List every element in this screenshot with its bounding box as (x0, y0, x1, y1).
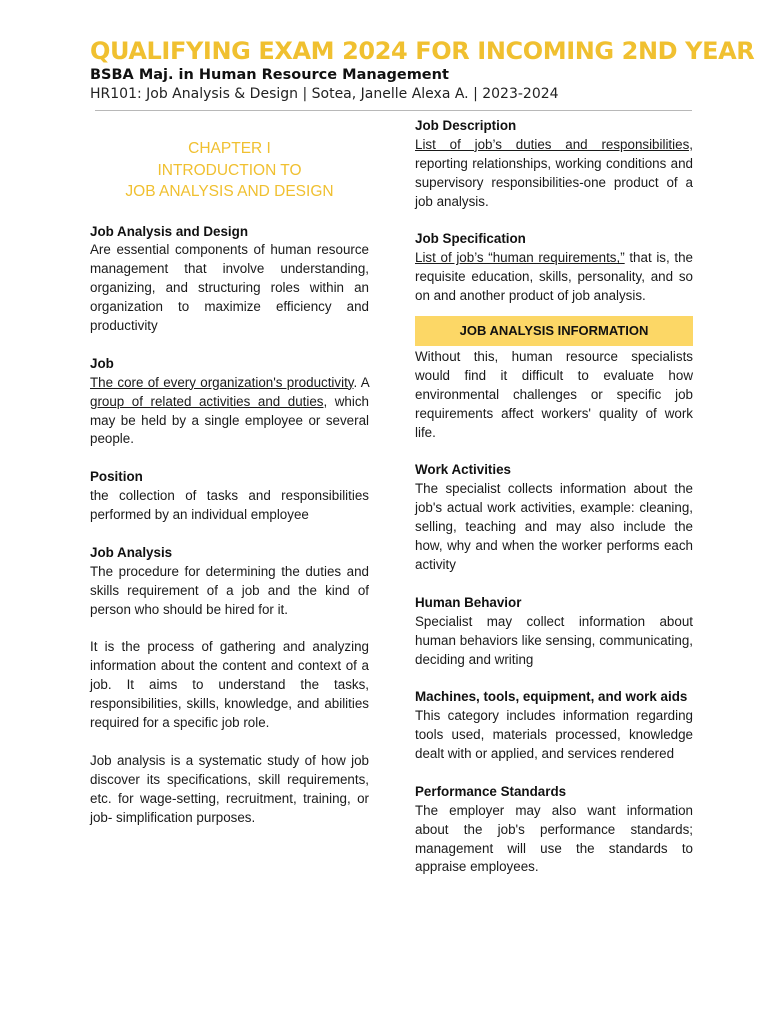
section-body: The employer may also want information about the job's performance standards; management will use the standards to appraise employees. (415, 802, 693, 875)
section-job-analysis (90, 544, 369, 828)
underlined-definition: group of related activities and duties (90, 393, 324, 409)
section-heading: Performance Standards (415, 783, 567, 799)
section-body: Specialist may collect information about human behaviors like sensing, communicating, deciding and writing (415, 613, 693, 667)
document-meta: HR101: Job Analysis & Design | Sotea, Janelle Alexa A. | 2023-2024 (90, 86, 559, 102)
section-human-behavior (415, 594, 693, 670)
document-subtitle: BSBA Maj. in Human Resource Management (90, 67, 449, 83)
section-job (90, 355, 369, 450)
section-heading: Job Description (415, 118, 517, 133)
section-paragraph-2: It is the process of gathering and analyzing information about the content and context of a job. It aims to understand the tasks, responsibilities, skills, knowledge, and abilities required for a specific job role. (90, 639, 369, 730)
document-header (90, 36, 755, 104)
document-title: QUALIFYING EXAM 2024 FOR INCOMING 2ND YEAR (90, 37, 755, 65)
underlined-definition: The core of every organization's productivity (90, 374, 354, 390)
section-job-analysis-and-design (90, 223, 369, 336)
section-body: This category includes information regarding tools used, materials processed, knowledge dealt with or applied, and services rendered (415, 708, 693, 762)
job-analysis-information-banner: JOB ANALYSIS INFORMATION (415, 316, 693, 346)
section-position (90, 468, 369, 525)
section-job-description (415, 117, 693, 212)
section-body (415, 249, 693, 306)
underlined-definition: List of job’s duties and responsibilities, (415, 136, 693, 152)
section-heading: Position (90, 469, 143, 485)
body-text: , which may be held by a single employee or several people. (90, 393, 369, 447)
section-paragraph-3: Job analysis is a systematic study of how job discover its specifications, skill requirements, etc. for wage-setting, recruitment, training, or job- simplification purposes. (90, 752, 369, 825)
section-heading: Job Analysis (90, 544, 173, 560)
section-paragraph-1: The procedure for determining the duties and skills requirement of a job and the kind of person who should be hired for it. (90, 563, 369, 617)
section-body: The specialist collects information about the job's actual work activities, example: cleaning, selling, teaching and may also include the how, why and when the worker performs each activity (415, 481, 693, 572)
chapter-heading (90, 138, 369, 203)
section-body: Are essential components of human resource management that involve understanding, organizing, and structuring roles within an organization to maximize efficiency and productivity (90, 242, 369, 334)
body-text: reporting relationships, working conditions and supervisory responsibilities-one product of a job analysis. (415, 155, 693, 209)
section-body: the collection of tasks and responsibilities performed by an individual employee (90, 488, 369, 523)
section-heading: Job (90, 355, 114, 371)
section-heading: Work Activities (415, 462, 511, 478)
section-machines-tools (415, 688, 693, 764)
section-heading: Job Analysis and Design (90, 223, 249, 239)
header-divider (95, 110, 692, 111)
section-heading: Machines, tools, equipment, and work aids (415, 689, 688, 705)
body-text: . A (353, 374, 369, 390)
right-column (415, 117, 693, 877)
chapter-title-line-2: JOB ANALYSIS AND DESIGN (125, 183, 334, 200)
section-work-activities (415, 461, 693, 574)
section-heading: Human Behavior (415, 594, 522, 610)
section-job-specification (415, 230, 693, 306)
section-body (90, 374, 369, 450)
section-heading: Job Specification (415, 231, 526, 247)
section-body (415, 136, 693, 212)
section-performance-standards (415, 783, 693, 878)
banner-intro: Without this, human resource specialists would find it difficult to evaluate how environmental challenges or specific job requirements affect workers' quality of work life. (415, 349, 693, 440)
underlined-definition: List of job’s “human requirements,” (415, 250, 625, 266)
body-text: that is, the requisite education, skills, personality, and so on and another product of job analysis. (415, 250, 693, 304)
chapter-number: CHAPTER I (188, 140, 271, 157)
left-column (90, 138, 369, 827)
chapter-title-line-1: INTRODUCTION TO (157, 161, 302, 179)
